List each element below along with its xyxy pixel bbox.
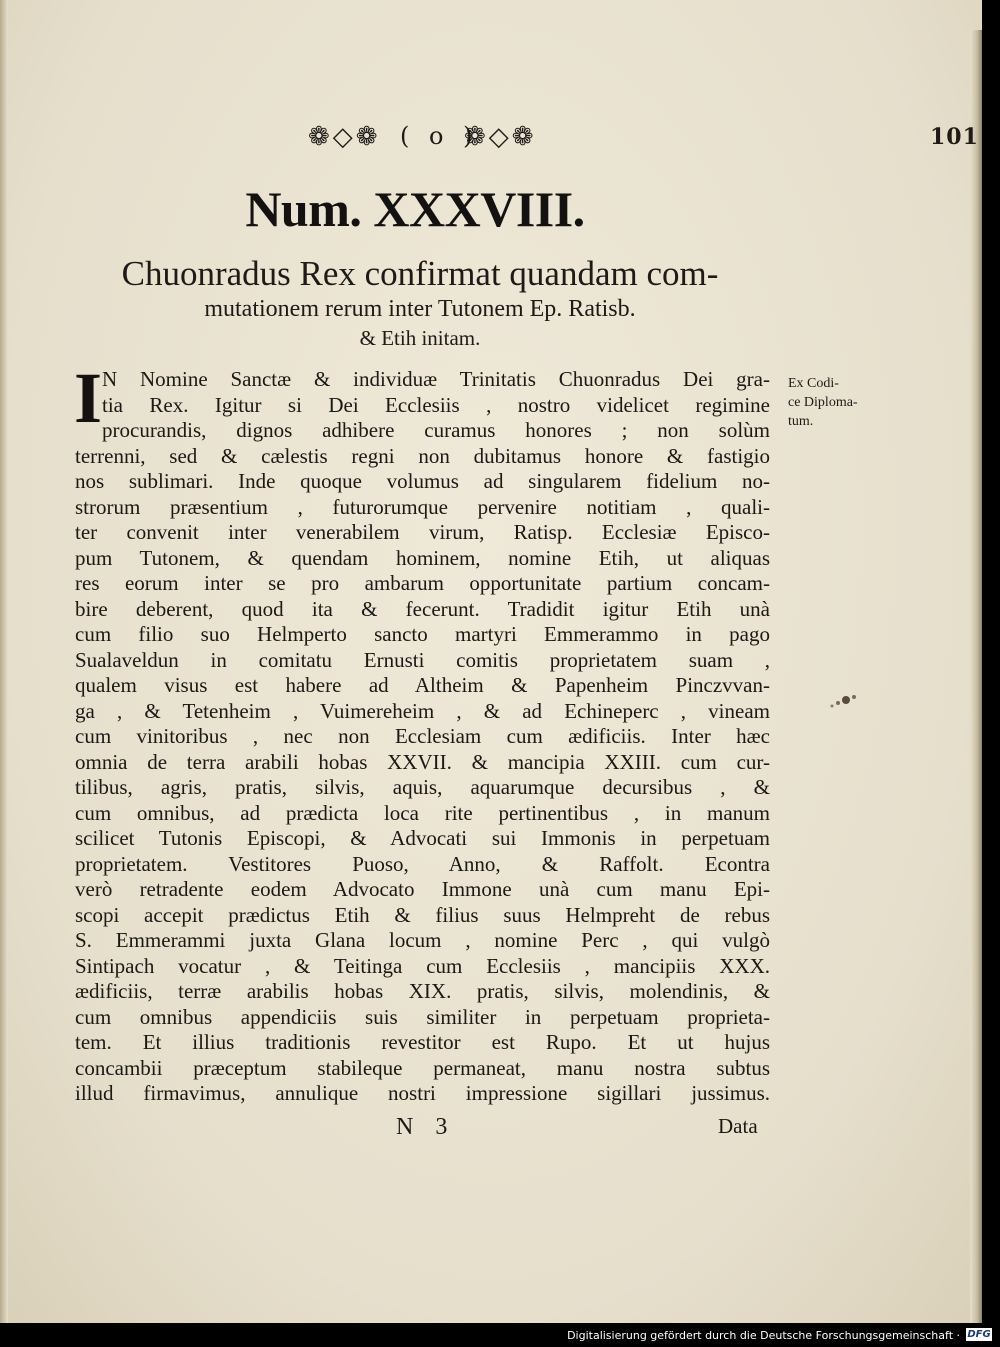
margin-note — [788, 374, 880, 431]
catchword: Data — [718, 1114, 758, 1138]
body-line: ædificiis, terræ arabilis hobas XIX. pratis, silvis, molendinis, & — [75, 979, 770, 1003]
body-line: scopi accepit prædictus Etih & filius suus Helmpreht de rebus — [75, 902, 770, 927]
body-line: qualem visus est habere ad Altheim & Papenheim Pinczvvan- — [75, 673, 770, 697]
body-line: tia Rex. Igitur si Dei Ecclesiis , nostro videlicet regimine — [102, 392, 770, 417]
body-line: verò retradente eodem Advocato Immone unà cum manu Epi- — [75, 877, 770, 901]
margin-note-line: ce Diploma- — [788, 395, 858, 410]
body-line: bire deberent, quod ita & fecerunt. Tradidit igitur Etih unà — [75, 596, 770, 621]
body-line: proprietatem. Vestitores Puoso, Anno, & Raffolt. Econtra — [75, 851, 770, 876]
body-line: Sintipach vocatur , & Teitinga cum Ecclesiis , mancipiis XXX. — [75, 953, 770, 978]
body-line: cum filio suo Helmperto sancto martyri Emmerammo in pago — [75, 622, 770, 646]
subtitle-line-1: Chuonradus Rex confirmat quandam com- — [121, 254, 719, 293]
funding-credit: Digitalisierung gefördert durch die Deutsche Forschungsgemeinschaft · — [567, 1329, 960, 1342]
credit-bar — [0, 1323, 1000, 1347]
body-line: ga , & Tetenheim , Vuimereheim , & ad Echineperc , vineam — [75, 698, 770, 723]
page-number: 101 — [930, 124, 979, 150]
drop-cap: I — [74, 358, 103, 438]
margin-note-line: Ex Codi- — [788, 376, 839, 391]
body-line: strorum præsentium , futurorumque pervenire notitiam , quali- — [75, 494, 770, 519]
body-line: procurandis, dignos adhibere curamus honores ; non solùm — [102, 418, 770, 442]
body-line: tem. Et illius traditionis revestitor est Rupo. Et ut hujus — [75, 1030, 770, 1054]
running-header — [0, 122, 982, 154]
document-heading: Num. XXXVIII. — [245, 181, 585, 237]
body-line: cum omnibus appendiciis suis similiter in perpetuam proprieta- — [75, 1004, 770, 1029]
signature-mark: N 3 — [396, 1114, 456, 1140]
body-line: omnia de terra arabili hobas XXVII. & mancipia XXIII. cum cur- — [75, 749, 770, 774]
body-line: terrenni, sed & cælestis regni non dubitamus honore & fastigio — [75, 443, 770, 468]
body-line: Sualaveldun in comitatu Ernusti comitis proprietatem suam , — [75, 647, 770, 672]
page-mark: ( o ) — [400, 122, 479, 150]
body-line: res eorum inter se pro ambarum opportunitate partium concam- — [75, 571, 770, 595]
ornament-right: ❁◇❁ — [464, 122, 537, 152]
body-line: S. Emmerammi juxta Glana locum , nomine Perc , qui vulgò — [75, 928, 770, 952]
body-line: nos sublimari. Inde quoque volumus ad singularem fidelium no- — [75, 469, 770, 493]
body-line: ter convenit inter venerabilem virum, Ratisp. Ecclesiæ Episco- — [75, 520, 770, 544]
dfg-logo: DFG — [967, 1329, 991, 1340]
body-line: pum Tutonem, & quendam hominem, nomine Etih, ut aliquas — [75, 545, 770, 570]
document-subtitle — [70, 254, 770, 352]
body-text — [74, 358, 770, 1107]
body-line: N Nomine Sanctæ & individuæ Trinitatis Chuonradus Dei gra- — [102, 367, 770, 391]
page-right-edge — [970, 30, 982, 1323]
body-line: concambii præceptum stabileque permaneat, manu nostra subtus — [75, 1055, 770, 1080]
ornament-left: ❁◇❁ — [308, 122, 381, 152]
body-line: scilicet Tutonis Episcopi, & Advocati sui Immonis in perpetuam — [75, 826, 770, 850]
body-line: cum vinitoribus , nec non Ecclesiam cum ædificiis. Inter hæc — [75, 724, 770, 748]
ink-blot — [826, 688, 866, 712]
body-line: cum omnibus, ad prædicta loca rite pertinentibus , in manum — [75, 800, 770, 825]
subtitle-line-2: mutationem rerum inter Tutonem Ep. Ratisb. — [204, 296, 636, 322]
subtitle-line-3: & Etih initam. — [359, 326, 481, 350]
body-line: illud firmavimus, annulique nostri impressione sigillari jussimus. — [75, 1081, 770, 1105]
body-line: tilibus, agris, pratis, silvis, aquis, aquarumque decursibus , & — [75, 775, 770, 799]
margin-note-line: tum. — [788, 414, 814, 429]
